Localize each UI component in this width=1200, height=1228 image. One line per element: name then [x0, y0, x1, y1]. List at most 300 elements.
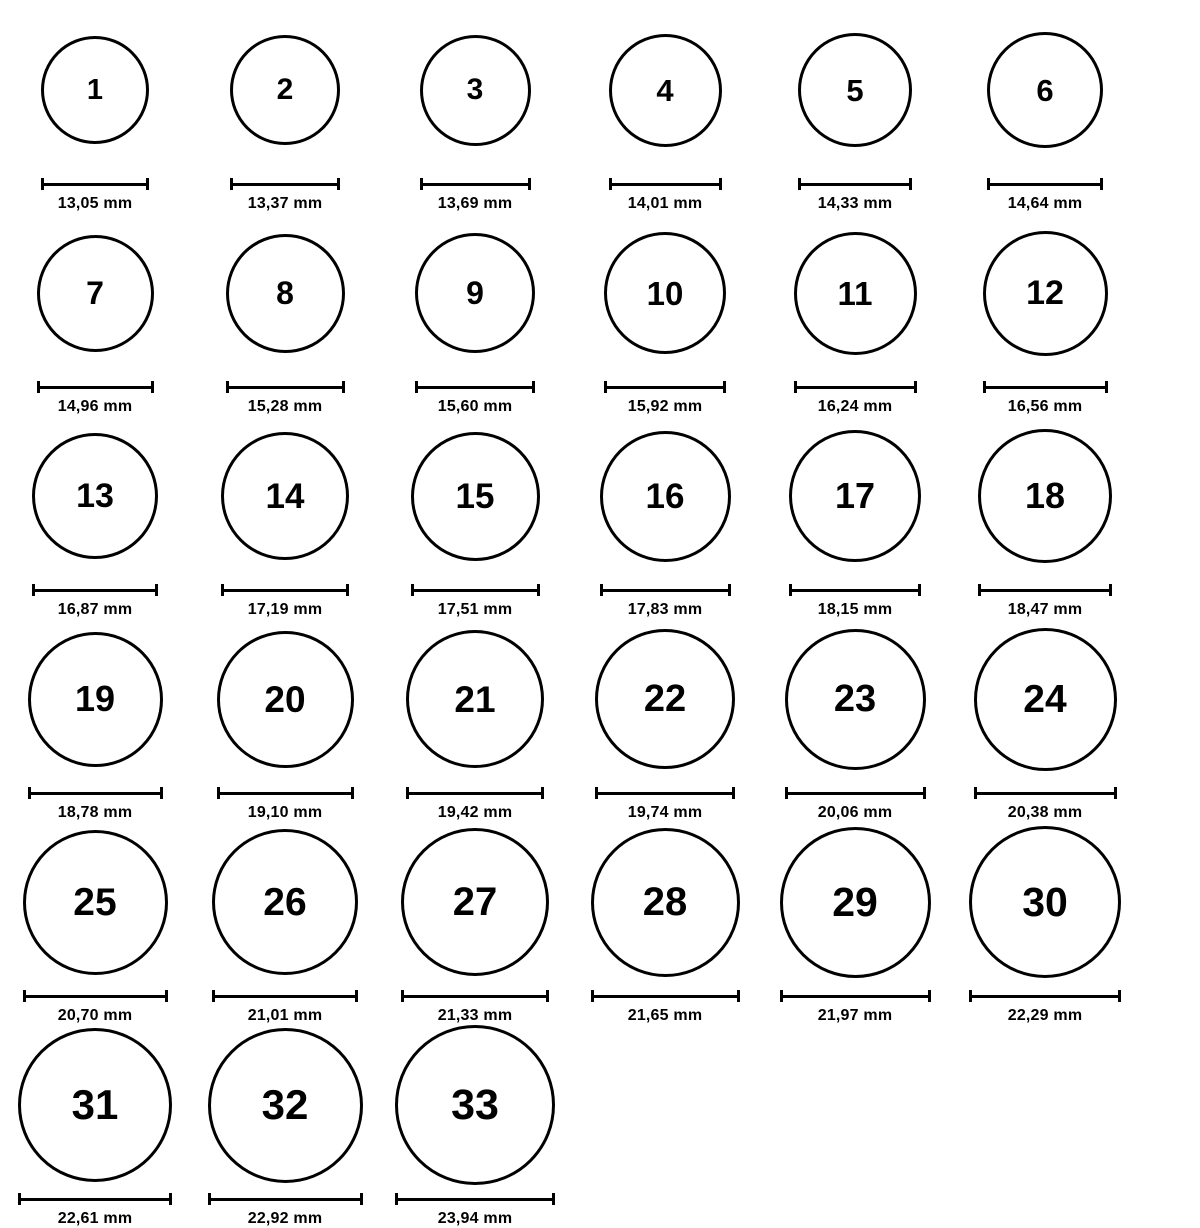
ring-circle: [978, 429, 1112, 563]
ring-circle: [609, 34, 722, 147]
ruler-bar: [212, 995, 358, 998]
diameter-ruler: [591, 990, 740, 1002]
ruler-cap-right: [346, 584, 349, 596]
ruler-bar: [395, 1198, 555, 1201]
ruler-bar: [789, 589, 921, 592]
ring-size-cell: [190, 416, 380, 619]
ruler-cap-left: [794, 381, 797, 393]
ring-size-cell: [570, 416, 760, 619]
ring-size-number: 27: [452, 880, 498, 924]
ruler-cap-right: [165, 990, 168, 1002]
ring-size-cell: [380, 822, 570, 1025]
ruler-cap-left: [406, 787, 409, 799]
ring-size-number: 24: [1023, 677, 1067, 721]
ruler-bar: [969, 995, 1121, 998]
ruler-cap-right: [1109, 584, 1112, 596]
ring-circle: [987, 32, 1103, 148]
diameter-ruler: [395, 1193, 555, 1205]
ring-size-cell: [950, 213, 1140, 416]
ruler-bar: [591, 995, 740, 998]
ruler-cap-right: [918, 584, 921, 596]
diameter-label: 18,47 mm: [1007, 601, 1083, 618]
ring-circle: [785, 629, 926, 770]
ring-size-number: 7: [86, 275, 104, 311]
ring-circle-slot: [609, 10, 722, 170]
ring-size-cell: [380, 619, 570, 822]
ring-circle: [226, 234, 345, 353]
ring-size-number: 14: [265, 476, 305, 516]
ring-size-number: 5: [846, 72, 864, 108]
ring-circle: [983, 231, 1108, 356]
ruler-cap-left: [600, 584, 603, 596]
ring-size-number: 15: [455, 476, 495, 516]
ruler-bar: [221, 589, 349, 592]
ruler-cap-left: [785, 787, 788, 799]
ring-size-cell: [190, 1025, 380, 1228]
diameter-label: 22,92 mm: [247, 1210, 323, 1227]
ring-circle-slot: [780, 822, 931, 982]
ring-size-number: 32: [261, 1081, 309, 1128]
ring-size-row: [0, 619, 1200, 822]
ruler-bar: [406, 792, 544, 795]
ring-circle-slot: [411, 416, 540, 576]
ruler-cap-right: [169, 1193, 172, 1205]
diameter-label: 21,33 mm: [437, 1007, 513, 1024]
diameter-ruler: [415, 381, 535, 393]
diameter-ruler: [28, 787, 163, 799]
ring-circle: [28, 632, 163, 767]
ring-circle-slot: [230, 10, 340, 170]
ring-size-number: 19: [74, 678, 116, 719]
ring-circle: [794, 232, 917, 355]
ring-size-cell: [950, 10, 1140, 213]
ring-circle: [212, 829, 358, 975]
ring-circle-slot: [604, 213, 726, 373]
ring-circle: [217, 631, 354, 768]
ring-circle-slot: [23, 822, 168, 982]
ring-circle: [395, 1025, 555, 1185]
ruler-cap-left: [987, 178, 990, 190]
ruler-cap-right: [1118, 990, 1121, 1002]
ruler-bar: [983, 386, 1108, 389]
ring-circle-slot: [794, 213, 917, 373]
ruler-cap-right: [355, 990, 358, 1002]
ruler-bar: [420, 183, 531, 186]
ring-size-cell: [0, 619, 190, 822]
diameter-label: 16,56 mm: [1007, 398, 1083, 415]
ring-size-cell: [760, 416, 950, 619]
ruler-cap-left: [595, 787, 598, 799]
diameter-ruler: [221, 584, 349, 596]
ring-circle: [789, 430, 921, 562]
ruler-cap-left: [789, 584, 792, 596]
ring-size-cell: [570, 10, 760, 213]
ring-size-number: 18: [1024, 475, 1066, 516]
ruler-cap-left: [983, 381, 986, 393]
ring-size-number: 6: [1036, 72, 1054, 108]
diameter-label: 20,70 mm: [57, 1007, 133, 1024]
ring-circle-slot: [41, 10, 149, 170]
ring-size-cell: [760, 10, 950, 213]
diameter-label: 15,92 mm: [627, 398, 703, 415]
ruler-cap-left: [28, 787, 31, 799]
diameter-label: 14,01 mm: [627, 195, 703, 212]
ruler-bar: [609, 183, 722, 186]
ring-size-number: 8: [276, 275, 294, 311]
diameter-label: 17,19 mm: [247, 601, 323, 618]
ruler-bar: [226, 386, 345, 389]
ruler-cap-left: [798, 178, 801, 190]
ring-size-number: 28: [642, 880, 688, 924]
ring-circle-slot: [401, 822, 549, 982]
ring-circle: [600, 431, 731, 562]
ring-circle: [969, 826, 1121, 978]
diameter-ruler: [604, 381, 726, 393]
diameter-label: 16,24 mm: [817, 398, 893, 415]
ring-circle-slot: [987, 10, 1103, 170]
diameter-label: 22,29 mm: [1007, 1007, 1083, 1024]
ring-circle: [798, 33, 912, 147]
ruler-cap-left: [217, 787, 220, 799]
diameter-ruler: [226, 381, 345, 393]
ring-size-number: 9: [466, 275, 484, 311]
ring-size-cell: [190, 213, 380, 416]
ruler-cap-right: [546, 990, 549, 1002]
ring-size-grid: [0, 10, 1200, 1228]
ring-circle-slot: [395, 1025, 555, 1185]
ring-size-row: [0, 1025, 1200, 1228]
ring-size-cell: [570, 822, 760, 1025]
ruler-bar: [217, 792, 354, 795]
ruler-cap-left: [415, 381, 418, 393]
ruler-cap-left: [41, 178, 44, 190]
ruler-cap-left: [780, 990, 783, 1002]
ring-size-cell: [380, 213, 570, 416]
ruler-cap-right: [151, 381, 154, 393]
ruler-cap-right: [342, 381, 345, 393]
diameter-ruler: [595, 787, 735, 799]
diameter-ruler: [23, 990, 168, 1002]
ring-circle: [604, 232, 726, 354]
diameter-ruler: [969, 990, 1121, 1002]
ring-size-cell: [950, 619, 1140, 822]
diameter-label: 16,87 mm: [57, 601, 133, 618]
ruler-bar: [987, 183, 1103, 186]
ruler-bar: [604, 386, 726, 389]
ruler-cap-right: [728, 584, 731, 596]
ring-circle-slot: [969, 822, 1121, 982]
ring-size-number: 13: [76, 477, 114, 515]
ring-size-number: 1: [86, 73, 104, 106]
ring-circle-slot: [798, 10, 912, 170]
diameter-label: 20,38 mm: [1007, 804, 1083, 821]
ruler-bar: [23, 995, 168, 998]
ring-circle: [591, 828, 740, 977]
ring-size-cell: [760, 822, 950, 1025]
ruler-cap-right: [1114, 787, 1117, 799]
diameter-label: 14,96 mm: [57, 398, 133, 415]
ring-circle: [41, 36, 149, 144]
ruler-bar: [208, 1198, 363, 1201]
ruler-bar: [411, 589, 540, 592]
diameter-ruler: [978, 584, 1112, 596]
ruler-cap-right: [1100, 178, 1103, 190]
ruler-bar: [37, 386, 154, 389]
diameter-ruler: [411, 584, 540, 596]
ruler-cap-left: [208, 1193, 211, 1205]
diameter-label: 19,74 mm: [627, 804, 703, 821]
diameter-label: 17,83 mm: [627, 601, 703, 618]
ruler-cap-right: [1105, 381, 1108, 393]
ring-size-cell: [570, 619, 760, 822]
ring-size-number: 11: [837, 274, 873, 312]
ruler-cap-right: [537, 584, 540, 596]
diameter-ruler: [212, 990, 358, 1002]
ruler-cap-left: [609, 178, 612, 190]
diameter-label: 15,28 mm: [247, 398, 323, 415]
ring-circle: [974, 628, 1117, 771]
ring-size-cell: [380, 1025, 570, 1228]
diameter-ruler: [609, 178, 722, 190]
ruler-cap-left: [969, 990, 972, 1002]
diameter-ruler: [789, 584, 921, 596]
ring-size-cell: [0, 416, 190, 619]
diameter-ruler: [406, 787, 544, 799]
ring-circle-slot: [983, 213, 1108, 373]
ring-circle: [595, 629, 735, 769]
diameter-ruler: [987, 178, 1103, 190]
ring-size-number: 31: [71, 1081, 119, 1128]
ring-circle-slot: [221, 416, 349, 576]
ruler-cap-right: [351, 787, 354, 799]
diameter-label: 13,37 mm: [247, 195, 323, 212]
ring-size-number: 10: [646, 274, 684, 312]
ruler-cap-left: [978, 584, 981, 596]
ring-circle: [415, 233, 535, 353]
ruler-bar: [28, 792, 163, 795]
ring-circle-slot: [208, 1025, 363, 1185]
diameter-label: 14,33 mm: [817, 195, 893, 212]
diameter-ruler: [983, 381, 1108, 393]
ruler-bar: [595, 792, 735, 795]
ring-circle: [420, 35, 531, 146]
ring-size-cell: [380, 416, 570, 619]
diameter-ruler: [230, 178, 340, 190]
diameter-label: 21,97 mm: [817, 1007, 893, 1024]
ring-circle-slot: [217, 619, 354, 779]
ruler-cap-left: [221, 584, 224, 596]
ring-size-row: [0, 10, 1200, 213]
ring-size-cell: [380, 10, 570, 213]
ring-circle-slot: [974, 619, 1117, 779]
ruler-cap-left: [974, 787, 977, 799]
ring-circle-slot: [226, 213, 345, 373]
ring-size-number: 22: [643, 678, 687, 720]
ruler-cap-right: [723, 381, 726, 393]
ruler-cap-right: [155, 584, 158, 596]
diameter-ruler: [217, 787, 354, 799]
ruler-bar: [780, 995, 931, 998]
diameter-label: 20,06 mm: [817, 804, 893, 821]
diameter-ruler: [37, 381, 154, 393]
ruler-cap-right: [914, 381, 917, 393]
ring-size-row: [0, 822, 1200, 1025]
diameter-ruler: [32, 584, 158, 596]
ruler-bar: [794, 386, 917, 389]
ring-circle-slot: [406, 619, 544, 779]
diameter-ruler: [780, 990, 931, 1002]
diameter-ruler: [41, 178, 149, 190]
ring-size-number: 25: [73, 880, 117, 924]
ring-circle-slot: [212, 822, 358, 982]
ring-circle: [221, 432, 349, 560]
ring-size-row: [0, 416, 1200, 619]
ring-size-cell: [0, 213, 190, 416]
ruler-cap-right: [909, 178, 912, 190]
ruler-cap-right: [737, 990, 740, 1002]
ring-size-cell: [190, 822, 380, 1025]
ring-circle: [32, 433, 158, 559]
diameter-ruler: [794, 381, 917, 393]
ring-size-row: [0, 213, 1200, 416]
ruler-bar: [785, 792, 926, 795]
ring-circle-slot: [37, 213, 154, 373]
ring-circle: [401, 828, 549, 976]
ruler-cap-left: [37, 381, 40, 393]
ring-size-number: 21: [454, 678, 496, 720]
ring-circle-slot: [18, 1025, 172, 1185]
ruler-cap-right: [923, 787, 926, 799]
diameter-label: 13,05 mm: [57, 195, 133, 212]
ruler-bar: [18, 1198, 172, 1201]
ruler-cap-right: [360, 1193, 363, 1205]
ring-circle: [37, 235, 154, 352]
ring-size-cell: [0, 822, 190, 1025]
ring-circle-slot: [591, 822, 740, 982]
ring-size-number: 2: [276, 73, 294, 106]
ruler-cap-left: [420, 178, 423, 190]
ruler-cap-right: [541, 787, 544, 799]
ring-circle-slot: [978, 416, 1112, 576]
ring-size-number: 20: [264, 678, 306, 720]
ring-circle: [406, 630, 544, 768]
ruler-bar: [415, 386, 535, 389]
ring-size-cell: [0, 10, 190, 213]
ruler-cap-right: [337, 178, 340, 190]
ruler-cap-left: [411, 584, 414, 596]
ring-circle-slot: [420, 10, 531, 170]
diameter-ruler: [420, 178, 531, 190]
ruler-cap-left: [604, 381, 607, 393]
ruler-bar: [974, 792, 1117, 795]
ring-size-cell: [570, 213, 760, 416]
ruler-cap-right: [928, 990, 931, 1002]
ruler-bar: [798, 183, 912, 186]
diameter-label: 21,01 mm: [247, 1007, 323, 1024]
ring-size-number: 29: [832, 878, 878, 925]
diameter-ruler: [600, 584, 731, 596]
ruler-cap-right: [146, 178, 149, 190]
ruler-cap-right: [719, 178, 722, 190]
ruler-cap-left: [401, 990, 404, 1002]
diameter-ruler: [401, 990, 549, 1002]
ruler-bar: [230, 183, 340, 186]
ruler-cap-left: [23, 990, 26, 1002]
ruler-cap-left: [18, 1193, 21, 1205]
ruler-cap-right: [532, 381, 535, 393]
ring-size-cell: [0, 1025, 190, 1228]
ring-circle-slot: [415, 213, 535, 373]
diameter-label: 17,51 mm: [437, 601, 513, 618]
ring-circle: [208, 1028, 363, 1183]
ring-circle-slot: [32, 416, 158, 576]
ring-size-number: 4: [656, 72, 674, 108]
ring-circle-slot: [789, 416, 921, 576]
ring-size-cell: [190, 619, 380, 822]
ruler-bar: [401, 995, 549, 998]
ring-size-cell: [190, 10, 380, 213]
ruler-cap-right: [160, 787, 163, 799]
ring-circle-slot: [595, 619, 735, 779]
ruler-bar: [41, 183, 149, 186]
ruler-cap-right: [528, 178, 531, 190]
ring-size-number: 26: [263, 880, 307, 924]
diameter-ruler: [785, 787, 926, 799]
diameter-ruler: [18, 1193, 172, 1205]
diameter-label: 22,61 mm: [57, 1210, 133, 1227]
ring-circle-slot: [785, 619, 926, 779]
ring-circle-slot: [600, 416, 731, 576]
ring-size-number: 33: [451, 1080, 499, 1129]
ruler-cap-left: [226, 381, 229, 393]
ring-circle: [23, 830, 168, 975]
ruler-bar: [600, 589, 731, 592]
ruler-cap-left: [395, 1193, 398, 1205]
ring-size-cell: [760, 619, 950, 822]
ruler-cap-right: [552, 1193, 555, 1205]
diameter-label: 18,78 mm: [57, 804, 133, 821]
ring-size-number: 17: [834, 475, 876, 516]
diameter-label: 23,94 mm: [437, 1210, 513, 1227]
ruler-cap-left: [32, 584, 35, 596]
ruler-cap-right: [732, 787, 735, 799]
ruler-cap-left: [212, 990, 215, 1002]
ring-size-cell: [950, 416, 1140, 619]
ring-size-cell: [760, 213, 950, 416]
diameter-label: 18,15 mm: [817, 601, 893, 618]
ruler-bar: [32, 589, 158, 592]
ring-circle: [18, 1028, 172, 1182]
ring-size-number: 23: [833, 678, 877, 720]
diameter-ruler: [798, 178, 912, 190]
ring-circle: [411, 432, 540, 561]
diameter-ruler: [208, 1193, 363, 1205]
ring-size-number: 30: [1022, 878, 1068, 925]
diameter-label: 19,42 mm: [437, 804, 513, 821]
diameter-label: 13,69 mm: [437, 195, 513, 212]
ring-size-cell: [950, 822, 1140, 1025]
diameter-label: 14,64 mm: [1007, 195, 1083, 212]
ring-size-number: 16: [645, 476, 685, 516]
ruler-bar: [978, 589, 1112, 592]
ring-circle: [230, 35, 340, 145]
ruler-cap-left: [230, 178, 233, 190]
ruler-cap-left: [591, 990, 594, 1002]
ring-size-number: 12: [1026, 274, 1064, 312]
diameter-label: 19,10 mm: [247, 804, 323, 821]
diameter-ruler: [974, 787, 1117, 799]
diameter-label: 21,65 mm: [627, 1007, 703, 1024]
